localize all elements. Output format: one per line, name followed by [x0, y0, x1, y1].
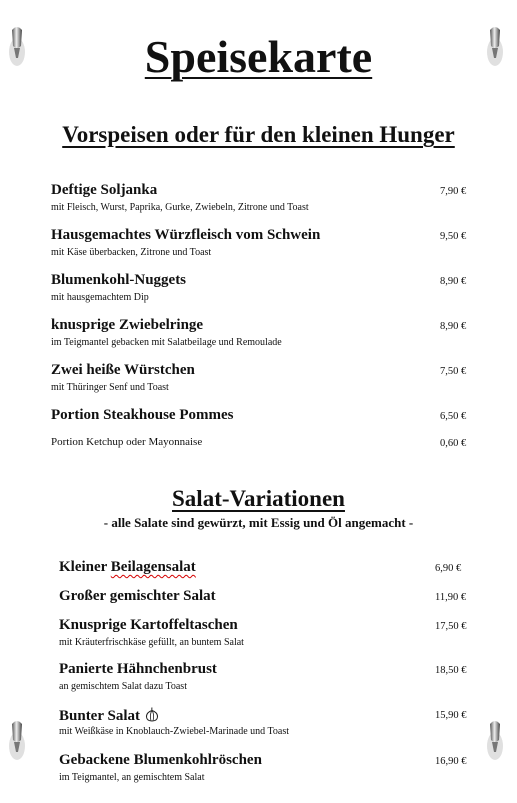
menu-item-name [59, 706, 160, 725]
menu-item-name: Großer gemischter Salat [59, 588, 216, 604]
section-title-vorspeisen: Vorspeisen oder für den kleinen Hunger [62, 122, 455, 147]
menu-item-name: Gebackene Blumenkohlröschen [59, 752, 262, 768]
menu-item-description: mit Fleisch, Wurst, Paprika, Gurke, Zwiebeln, Zitrone und Toast [51, 202, 309, 213]
menu-item-name: Blumenkohl-Nuggets [51, 272, 187, 288]
menu-item-price: 11,90 € [435, 592, 467, 603]
menu-item-name: Hausgemachtes Würzfleisch vom Schwein [51, 227, 321, 243]
menu-item-name: Deftige Soljanka [51, 182, 158, 198]
pushpin-icon [486, 716, 504, 764]
menu-item-description: mit Käse überbacken, Zitrone und Toast [51, 247, 212, 258]
menu-item-price: 15,90 € [435, 710, 467, 721]
menu-item-price: 16,90 € [435, 756, 467, 767]
menu-item-description: mit Kräuterfrischkäse gefüllt, an buntem Salat [59, 637, 244, 648]
menu-item-name: Knusprige Kartoffeltaschen [59, 617, 238, 633]
menu-item-price: 0,60 € [440, 438, 467, 449]
menu-item-description: im Teigmantel, an gemischtem Salat [59, 772, 205, 783]
pushpin-icon [8, 716, 26, 764]
menu-item-price: 7,90 € [440, 186, 467, 197]
menu-item-description: an gemischtem Salat dazu Toast [59, 681, 187, 692]
menu-item-description: mit hausgemachtem Dip [51, 292, 149, 303]
menu-item-name: Portion Steakhouse Pommes [51, 407, 234, 423]
menu-item-price: 6,50 € [440, 411, 467, 422]
menu-item-price: 8,90 € [440, 276, 467, 287]
menu-item-price: 7,50 € [440, 366, 467, 377]
menu-item-description: mit Thüringer Senf und Toast [51, 382, 169, 393]
menu-item-description: im Teigmantel gebacken mit Salatbeilage und Remoulade [51, 337, 282, 348]
menu-item-name: Panierte Hähnchenbrust [59, 661, 217, 677]
page-title: Speisekarte [144, 31, 373, 82]
section-subtitle: - alle Salate sind gewürzt, mit Essig und Öl angemacht - [103, 515, 414, 530]
menu-item-description: mit Weißkäse in Knoblauch-Zwiebel-Marinade und Toast [59, 726, 290, 737]
spellcheck-marked-word: Beilagensalat [110, 559, 196, 575]
menu-item-name: Zwei heiße Würstchen [51, 362, 195, 378]
section-title-salat: Salat-Variationen [172, 486, 345, 511]
menu-item-price: 17,50 € [435, 621, 467, 632]
menu-item-name-part: Kleiner [59, 559, 111, 575]
menu-item-name: knusprige Zwiebelringe [51, 317, 204, 333]
menu-item-name: Portion Ketchup oder Mayonnaise [51, 436, 203, 448]
menu-item-name [59, 559, 196, 576]
menu-item-price: 9,50 € [440, 231, 467, 242]
garlic-icon [144, 706, 160, 722]
menu-item-price: 6,90 € [435, 563, 462, 574]
menu-item-price: 8,90 € [440, 321, 467, 332]
menu-item-name-part: Bunter Salat [59, 708, 140, 724]
menu-item-price: 18,50 € [435, 665, 467, 676]
